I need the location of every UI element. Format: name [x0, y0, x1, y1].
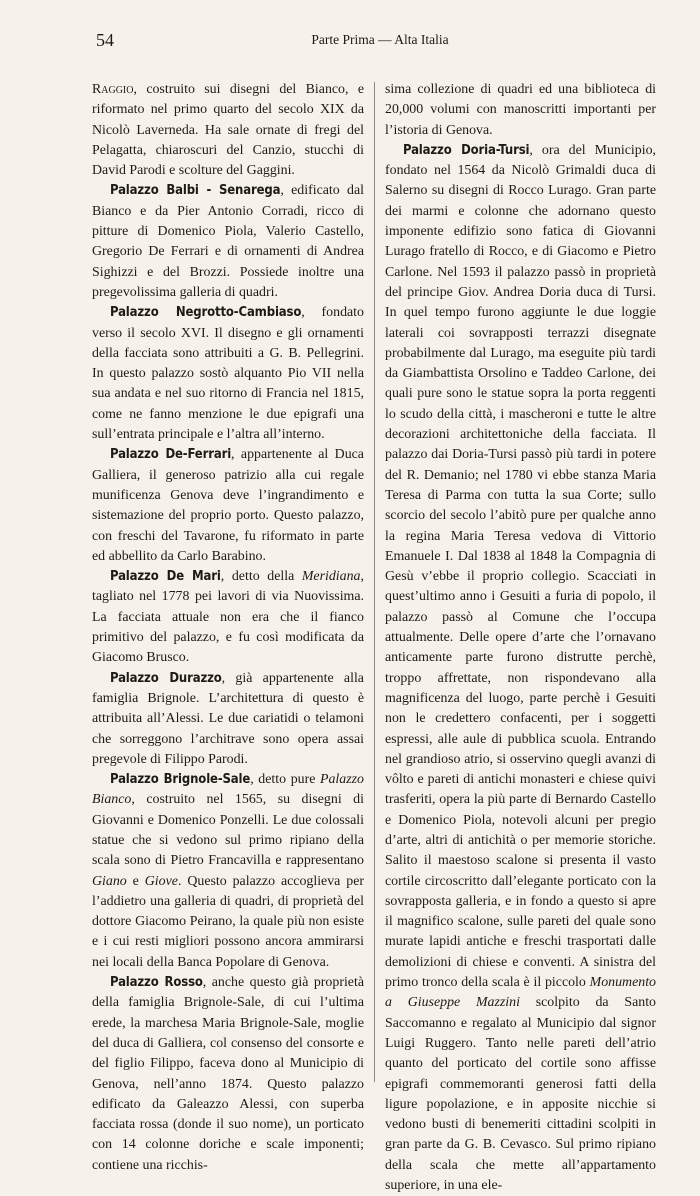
paragraph-text: , fondato verso il secolo XVI. Il disegno e gli ornamenti della facciata sono attribuiti a G. B. Pellegrini. In questo palazzo sostò alquanto Pio VII nella sua andata e nel suo ritorno di Francia nel 1815, come ne fanno menzione le due epigrafi una sull’entrata principale e l’altra all’interno.: [92, 305, 364, 443]
paragraph-text: sima collezione di quadri ed una biblioteca di 20,000 volumi con manoscritti importanti per l’istoria di Genova.: [385, 82, 656, 138]
paragraph-text: e: [126, 873, 145, 889]
palace-name: Palazzo De-Ferrari: [110, 447, 232, 463]
running-header: Parte Prima — Alta Italia: [311, 32, 449, 47]
right-column: [385, 80, 656, 1196]
left-column: [92, 80, 364, 1176]
small-caps-lead: Raggio: [92, 82, 134, 97]
paragraph-palazzo-de-mari: [92, 567, 364, 668]
palace-name: Palazzo Negrotto-Cambiaso: [110, 305, 302, 321]
paragraph-text: , edificato dal Bianco e da Pier Antonio Corradi, ricco di pitture di Domenico Piola, Valerio Castello, Gregorio De Ferrari e di ornamenti di Andrea Sighizzi e del Brozzi. Possiede inoltre una pregevolissima galleria di quadri.: [92, 183, 365, 300]
palace-name: Palazzo Durazzo: [110, 670, 222, 686]
paragraph-palazzo-rosso-continuation: [385, 80, 656, 141]
italic-text: Giove: [144, 873, 178, 889]
paragraph-text: , costruito nel 1565, su disegni di Giovanni e Domenico Ponzelli. Le due colossali statue che si vedono sul primo ripiano della scala sono di Pietro Francavilla e rappresentano: [92, 792, 364, 869]
italic-text: Palazzo Bianco: [92, 772, 364, 808]
paragraph-palazzo-brignole-sale: [92, 770, 364, 973]
paragraph-palazzo-de-ferrari: [92, 445, 364, 567]
palace-name: Palazzo Brignole-Sale: [110, 772, 251, 788]
italic-text: Monumento a Giuseppe Mazzini: [385, 975, 656, 1011]
paragraph-text: , detto pure: [250, 772, 320, 788]
paragraph-text: , già appartenente alla famiglia Brignole. L’architettura di questo è attribuita all’Alessi. Le due cariatidi o telamoni che sorreggono l’architrave sono opera assai pregevole di Filippo Parodi.: [92, 670, 364, 767]
palace-name: Palazzo Balbi - Senarega: [110, 183, 281, 199]
palace-name: Palazzo De Mari: [110, 569, 221, 585]
paragraph-text: , anche questo già proprietà della famiglia Brignole-Sale, di cui l’ultima erede, la marchesa Maria Brignole-Sale, moglie del duca di Galliera, col consenso del consorte e del figlio Filippo, faceva dono al Municipio di Genova, nell’anno 1874. Questo palazzo edificato da Galeazzo Alessi, con superba facciata rossa (donde il suo nome), un porticato con 14 colonne doriche e scale imponenti; contiene una ricchis-: [92, 975, 364, 1173]
paragraph-text: , tagliato nel 1778 pei lavori di via Nuovissima. La facciata attuale non era che il fianco primitivo del palazzo, e fu così modificata da Giacomo Brusco.: [92, 569, 364, 666]
paragraph-palazzo-negrotto-cambiaso: [92, 303, 364, 445]
paragraph-text: , detto della: [220, 569, 302, 585]
paragraph-palazzo-doria-tursi: [385, 141, 656, 1196]
italic-text: Meridiana: [301, 569, 361, 585]
palace-name: Palazzo Rosso: [110, 975, 203, 991]
paragraph-text: , ora del Municipio, fondato nel 1564 da Nicolò Grimaldi duca di Salerno su disegni di Rocco Lurago. Gran parte dei marmi e colonne che adornano questo imponente edifizio sono fatica di Giovanni Lurago fratello di Rocco, e di Giacomo e Pietro Carlone. Nel 1593 il palazzo passò in proprietà del principe Giov. Andrea Doria duca di Tursi. In quel tempo furono aggiunte le due loggie laterali coi sovrapposti terrazzi disegnate probabilmente dal Lurago, ma eseguite più tardi da Giambattista Orsolino e Taddeo Carlone, dei quali pure sono le statue sopra la porta reggenti lo scudo della città, i mascheroni e tutte le altre decorazioni architettoniche della facciata. Il palazzo dai Doria-Tursi passò più tardi in potere del R. Demanio; nel 1780 vi ebbe stanza Maria Teresa di Parma con tutta la sua Corte; sullo scorcio del secolo l’abitò pure per qualche anno la regina Maria Teresa vedova di Vittorio Emanuele I. Dal 1838 al 1848 la Compagnia di Gesù v’ebbe il proprio collegio. Scacciati in quest’ultimo anno i Gesuiti a furia di popolo, il palazzo passò al Comune che l’occupa attualmente. Delle opere d’arte che l’ornavano anticamente parte furono distrutte perchè, troppo affrettate, non rispondevano alla magnificenza del luogo, parte perchè i Gesuiti non le credettero confacenti, per i soggetti espressi, alle aule di pubblica scuola. Entrando nel grandioso atrio, si osservino quegli avanzi di vôlto e pareti di antichi monasteri e chiese quivi trasferiti, opera la più parte di Bernardo Castello e Domenico Piola, notevoli alcuni per pregio d’arte, altri di antichità o per memorie storiche. Salito il maestoso scalone si presenta il vasto cortile circoscritto dall’elegante porticato con la sovrapposta galleria, e in fondo a questo si apre il magnifico scalone, sulle pareti del quale sono murate lapidi antiche e freschi trasportati dalle demolizioni di chiese e conventi. A sinistra del primo tronco della scala è il piccolo: [385, 142, 656, 991]
paragraph-palazzo-rosso: [92, 973, 364, 1176]
italic-text: Giano: [92, 873, 127, 889]
paragraph-palazzo-durazzo: [92, 669, 364, 770]
paragraph-palazzo-balbi-senarega: [92, 181, 364, 303]
column-divider: [374, 82, 375, 1082]
paragraph-text: . Questo palazzo accoglieva per l’addietro una galleria di quadri, di proprietà del dottore Giacomo Peirano, la quale più non esiste e i cui resti migliori possono ancora ammirarsi nei locali della Banca Popolare di Genova.: [92, 873, 364, 970]
palace-name: Palazzo Doria-Tursi: [403, 142, 530, 158]
paragraph-text: , costruito sui disegni del Bianco, e riformato nel primo quarto del secolo XIX da Nicolò Laverneda. Ha sale ornate di fregi del Pelagatta, chiaroscuri del Canzio, stucchi di David Parodi e scolture del Gaggini.: [92, 82, 364, 179]
paragraph-text: scolpito da Santo Saccomanno e regalato al Municipio dal signor Luigi Ruggero. Tanto nelle pareti dell’atrio quanto del porticato del cortile sono affisse epigrafi commemoranti generosi fatti della ligure popolazione, e in apposite nicchie si vedono busti di benemeriti cittadini scolpiti in gran parte da G. B. Cevasco. Sul primo ripiano della scala che mette all’appartamento superiore, in una ele-: [385, 995, 656, 1194]
paragraph-text: , appartenente al Duca Galliera, il generoso patrizio alla cui regale munificenza Genova deve l’ingrandimento e sistemazione del proprio porto. Questo palazzo, con freschi del Tavarone, fu riformato in parte ed abbellito da Carlo Barabino.: [92, 447, 364, 564]
paragraph-raggio-continuation: [92, 80, 364, 181]
page-number: 54: [96, 30, 114, 50]
